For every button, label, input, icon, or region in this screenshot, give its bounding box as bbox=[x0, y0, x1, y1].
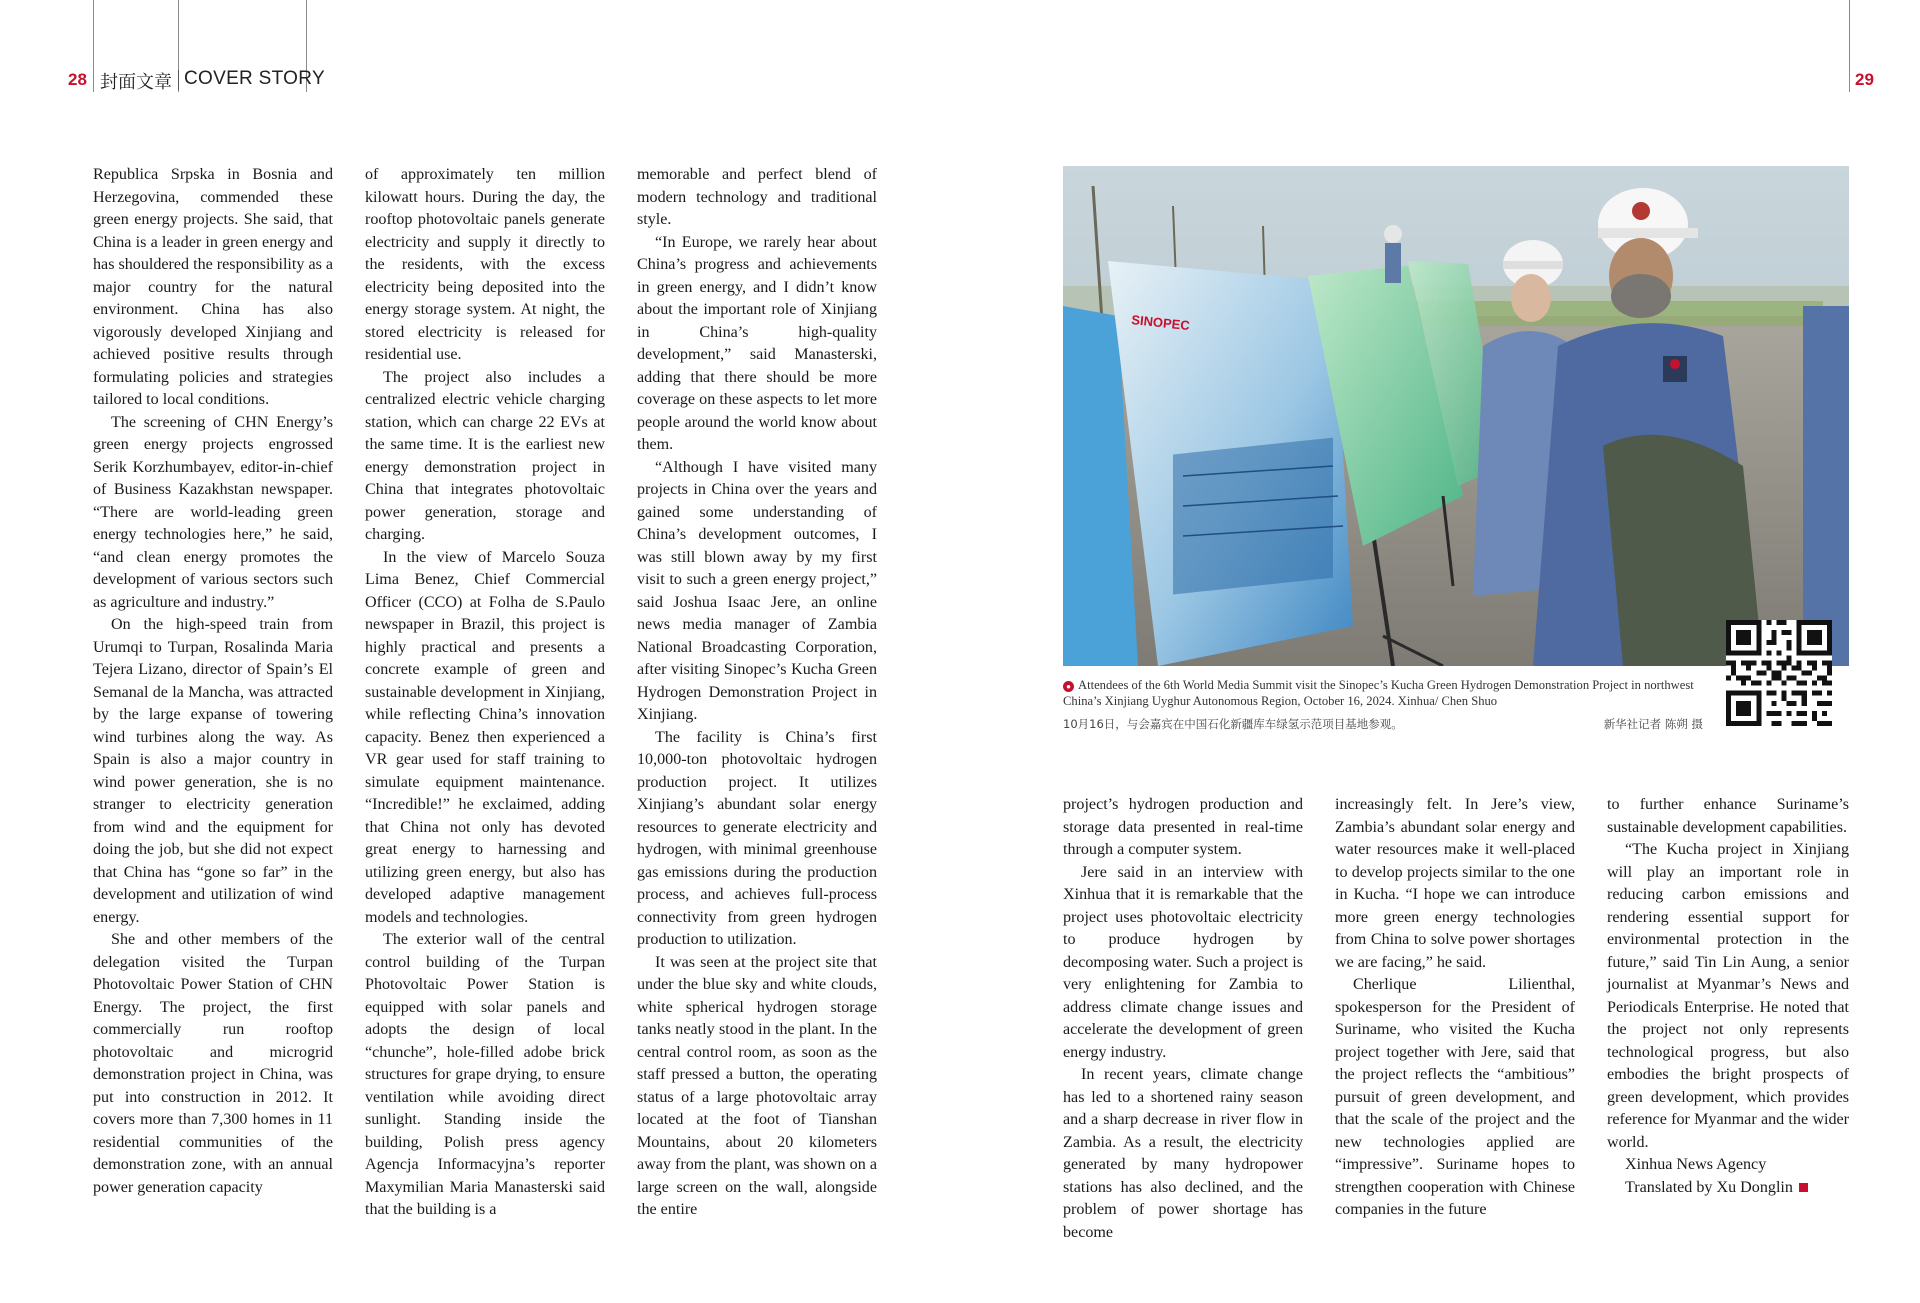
translator-text: Translated by Xu Donglin bbox=[1625, 1178, 1793, 1196]
section-separator bbox=[178, 70, 179, 90]
paragraph: The facility is China’s first 10,000-ton photovoltaic hydrogen production project. It utilizes Xinjiang’s abundant solar energy resources to generate electricity and hydrogen, with minimal greenhouse gas emissions during the production process, and achieves full-process connectivity from green hydrogen production to utilization. bbox=[637, 728, 877, 948]
page-number-right: 29 bbox=[1855, 70, 1874, 89]
article-column-3 bbox=[637, 164, 877, 1222]
section-title-en: COVER STORY bbox=[184, 68, 325, 89]
section-title-zh: 封面文章 bbox=[100, 72, 172, 93]
paragraph: In the view of Marcelo Souza Lima Benez, Chief Commercial Officer (CCO) at Folha de S.Paulo newspaper in Brazil, this project is highly practical and presents a concrete example of green and sustainable development in Xinjiang, while reflecting China’s innovation capacity. Benez then experienced a VR gear used for staff training to simulate equipment maintenance. “Incredible!” he exclaimed, adding that China not only has devoted great energy to harnessing and utilizing green energy, but also has developed adaptive management models and technologies. bbox=[365, 548, 605, 926]
paragraph: memorable and perfect blend of modern technology and traditional style. bbox=[637, 166, 877, 228]
photo-illustration bbox=[1063, 166, 1849, 666]
article-column-4 bbox=[1063, 794, 1303, 1244]
paragraph: increasingly felt. In Jere’s view, Zambia’s abundant solar energy and water resources make it well-placed to develop projects similar to the one in Kucha. “I hope we can introduce more green energy technologies from China to solve power shortages we are facing,” he said. bbox=[1335, 796, 1575, 971]
photo-caption-zh bbox=[1063, 716, 1703, 732]
paragraph: Cherlique Lilienthal, spokesperson for the President of Suriname, who visited the Kucha project together with Jere, said that the project reflects the “ambitious” pursuit of green development, and that the scale of the project and the new technologies applied are “impressive”. Suriname hopes to strengthen cooperation with Chinese companies in the future bbox=[1335, 976, 1575, 1218]
qr-code-icon bbox=[1726, 620, 1832, 726]
photo-caption-text: Attendees of the 6th World Media Summit visit the Sinopec’s Kucha Green Hydrogen Demonstration Project in northwest China’s Xinjiang Uyghur Autonomous Region, October 16, 2024. Xinhua/ Chen Shuo bbox=[1063, 678, 1694, 708]
paragraph: In recent years, climate change has led to a shortened rainy season and a sharp decrease in river flow in Zambia. As a result, the electricity generated by many hydropower stations has also declined, and the problem of power shortage has become bbox=[1063, 1066, 1303, 1241]
article-column-1 bbox=[93, 164, 333, 1199]
translator-credit bbox=[1607, 1177, 1849, 1200]
article-photo bbox=[1063, 166, 1849, 666]
paragraph: The screening of CHN Energy’s green energy projects engrossed Serik Korzhumbayev, editor-in-chief of Business Kazakhstan newspaper. “There are world-leading green energy technologies here,” he said, “and clean energy promotes the development of various sectors such as agriculture and industry.” bbox=[93, 413, 333, 611]
paragraph: “The Kucha project in Xinjiang will play an important role in reducing carbon emissions and rendering essential support for environmental protection in the future,” said Tin Lin Aung, a senior journalist at Myanmar’s News and Periodicals Enterprise. He noted that the project not only represents technological progress, but also embodies the bright prospects of green development, which provides reference for Myanmar and the wider world. bbox=[1607, 841, 1849, 1151]
photo-caption-zh-text: 10月16日，与会嘉宾在中国石化新疆库车绿氢示范项目基地参观。 bbox=[1063, 717, 1403, 731]
header-rule-left-1 bbox=[93, 0, 94, 92]
qr-code[interactable] bbox=[1726, 620, 1832, 726]
photo-credit-zh: 新华社记者 陈朔 摄 bbox=[1603, 717, 1703, 731]
article-column-6 bbox=[1607, 794, 1849, 1199]
paragraph: She and other members of the delegation visited the Turpan Photovoltaic Power Station of CHN Energy. The project, the first commercially run rooftop photovoltaic and microgrid demonstration project in China, was put into construction in 2012. It covers more than 7,300 homes in 11 residential communities of the demonstration zone, with an annual power generation capacity bbox=[93, 931, 333, 1196]
photo-caption bbox=[1063, 677, 1703, 709]
paragraph: It was seen at the project site that under the blue sky and white clouds, white spherical hydrogen storage tanks neatly stood in the plant. In the central control room, as soon as the staff pressed a button, the operating status of a large photovoltaic array located at the foot of Tianshan Mountains, about 20 kilometers away from the plant, was shown on a large screen on the wall, alongside the entire bbox=[637, 953, 877, 1218]
paragraph: project’s hydrogen production and storage data presented in real-time through a computer system. bbox=[1063, 796, 1303, 858]
paragraph: “Although I have visited many projects in China over the years and gained some understanding of China’s development outcomes, I was still blown away by my first visit to such a green energy project,” said Joshua Isaac Jere, an online news media manager of Zambia National Broadcasting Corporation, after visiting Sinopec’s Kucha Green Hydrogen Demonstration Project in Xinjiang. bbox=[637, 458, 877, 723]
paragraph: of approximately ten million kilowatt hours. During the day, the rooftop photovoltaic panels generate electricity and supply it directly to the residents, with the excess electricity being deposited into the energy storage system. At night, the stored electricity is released for residential use. bbox=[365, 166, 605, 363]
header-rule-right bbox=[1849, 0, 1850, 92]
board-brand: SINOPEC bbox=[1130, 312, 1191, 334]
article-column-2 bbox=[365, 164, 605, 1222]
paragraph: The project also includes a centralized electric vehicle charging station, which can charge 22 EVs at the same time. It is the earliest new energy demonstration project in China that integrates photovoltaic power generation, storage and charging. bbox=[365, 368, 605, 543]
end-mark-icon bbox=[1799, 1183, 1808, 1192]
paragraph: Jere said in an interview with Xinhua that it is remarkable that the project uses photovoltaic electricity to produce hydrogen by decomposing water. Such a project is very enlightening for Zambia to address climate change issues and accelerate the development of green energy industry. bbox=[1063, 863, 1303, 1061]
paragraph: “In Europe, we rarely hear about China’s progress and achievements in green energy, and I didn’t know about the important role of Xinjiang in China’s high-quality development,” said Manasterski, adding that there should be more coverage on these aspects to let more people around the world know about them. bbox=[637, 233, 877, 453]
article-column-5 bbox=[1335, 794, 1575, 1222]
page-number-left: 28 bbox=[68, 70, 87, 89]
agency-signature: Xinhua News Agency bbox=[1625, 1156, 1767, 1173]
paragraph: On the high-speed train from Urumqi to Turpan, Rosalinda Maria Tejera Lizano, director of Spain’s El Semanal de la Mancha, was attracted by the large expanse of towering wind turbines along the way. As Spain is also a major country in wind power generation, she is no stranger to electricity generation from wind and the equipment for doing the job, but she did not expect that China has “gone so far” in the development and utilization of wind energy. bbox=[93, 616, 333, 926]
paragraph: The exterior wall of the central control building of the Turpan Photovoltaic Power Station is equipped with solar panels and adopts the design of local “chunche”, hole-filled adobe brick structures for grape drying, to ensure ventilation while avoiding direct sunlight. Standing inside the building, Polish press agency Agencja Informacyjna’s reporter Maxymilian Maria Manasterski said that the building is a bbox=[365, 931, 605, 1218]
camera-icon: ● bbox=[1063, 681, 1074, 692]
paragraph: to further enhance Suriname’s sustainable development capabilities. bbox=[1607, 796, 1849, 836]
paragraph: Republica Srpska in Bosnia and Herzegovina, commended these green energy projects. She said, that China is a leader in green energy and has shouldered the responsibility as a major country for the natural environment. China has also vigorously developed Xinjiang and achieved positive results through formulating policies and strategies tailored to local conditions. bbox=[93, 166, 334, 408]
